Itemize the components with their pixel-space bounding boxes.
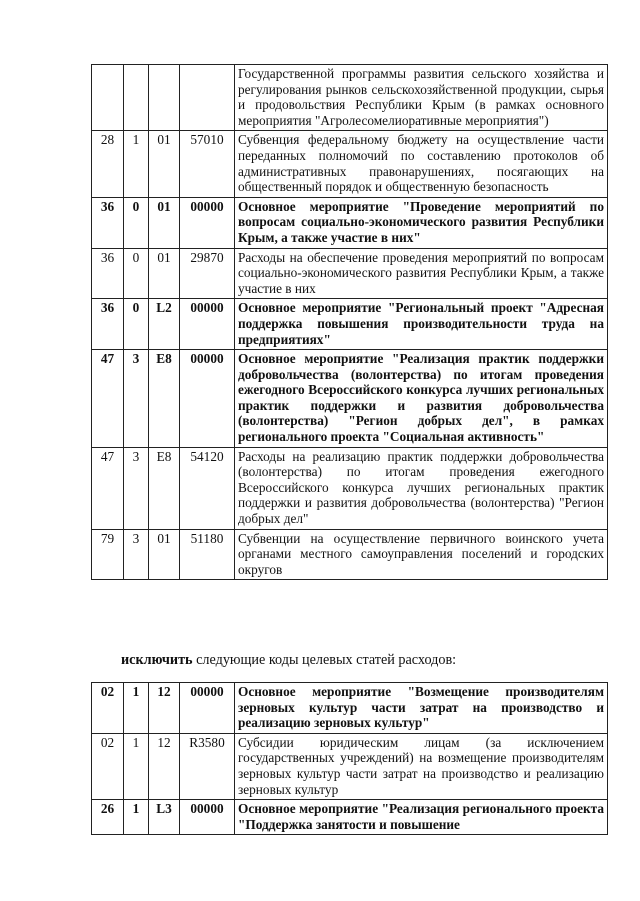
description-cell: Субвенции на осуществление первичного воинского учета органами местного самоуправления поселений и городских округов bbox=[235, 529, 608, 580]
description-cell: Субсидии юридическим лицам (за исключением государственных учреждений) на возмещение производителям зерновых культур части затрат на производство и реализацию зерновых культур bbox=[235, 733, 608, 799]
direction-code-cell: 00000 bbox=[180, 800, 235, 835]
description-cell: Основное мероприятие "Реализация регионального проекта "Поддержка занятости и повышение bbox=[235, 800, 608, 835]
exclude-keyword: исключить bbox=[121, 652, 193, 668]
program-code-cell: 36 bbox=[92, 248, 124, 299]
event-code-cell: 01 bbox=[149, 131, 180, 197]
direction-code-cell: 57010 bbox=[180, 131, 235, 197]
subprogram-code-cell: 0 bbox=[124, 299, 149, 350]
table-bottom-body bbox=[92, 683, 608, 835]
event-code-cell: L3 bbox=[149, 800, 180, 835]
table-row bbox=[92, 65, 608, 131]
direction-code-cell: 00000 bbox=[180, 350, 235, 448]
description-cell: Государственной программы развития сельского хозяйства и регулирования рынков сельскохозяйственной продукции, сырья и продовольствия Республики Крым (в рамках основного мероприятия "Агролесомелиоративные мероприятия") bbox=[235, 65, 608, 131]
table-row bbox=[92, 350, 608, 448]
table-top-body bbox=[92, 65, 608, 580]
subprogram-code-cell: 0 bbox=[124, 197, 149, 248]
event-code-cell: E8 bbox=[149, 350, 180, 448]
table-row bbox=[92, 800, 608, 835]
subprogram-code-cell: 0 bbox=[124, 248, 149, 299]
program-code-cell: 28 bbox=[92, 131, 124, 197]
table-row bbox=[92, 248, 608, 299]
table-row bbox=[92, 529, 608, 580]
event-code-cell: 12 bbox=[149, 733, 180, 799]
table-row bbox=[92, 197, 608, 248]
target-codes-table-top bbox=[91, 64, 608, 580]
subprogram-code-cell bbox=[124, 65, 149, 131]
direction-code-cell: 00000 bbox=[180, 299, 235, 350]
description-cell: Субвенция федеральному бюджету на осуществление части переданных полномочий по составлению протоколов об административных правонарушениях, посягающих на общественный порядок и общественную безопасность bbox=[235, 131, 608, 197]
event-code-cell: 01 bbox=[149, 248, 180, 299]
direction-code-cell bbox=[180, 65, 235, 131]
subprogram-code-cell: 1 bbox=[124, 683, 149, 734]
subprogram-code-cell: 1 bbox=[124, 800, 149, 835]
exclude-instruction bbox=[121, 652, 456, 669]
description-cell: Основное мероприятие "Проведение мероприятий по вопросам социально-экономического развития Республики Крым, а также участие в них" bbox=[235, 197, 608, 248]
program-code-cell: 02 bbox=[92, 683, 124, 734]
table-row bbox=[92, 299, 608, 350]
table-row bbox=[92, 447, 608, 529]
event-code-cell: E8 bbox=[149, 447, 180, 529]
description-cell: Основное мероприятие "Реализация практик поддержки добровольчества (волонтерства) по итогам проведения ежегодного Всероссийского конкурса лучших региональных практик поддержки и развития добровольчества (волонтерства) "Регион добрых дел", в рамках регионального проекта "Социальная активность" bbox=[235, 350, 608, 448]
program-code-cell: 36 bbox=[92, 299, 124, 350]
event-code-cell: 01 bbox=[149, 529, 180, 580]
table-row bbox=[92, 131, 608, 197]
subprogram-code-cell: 3 bbox=[124, 529, 149, 580]
direction-code-cell: R3580 bbox=[180, 733, 235, 799]
table-row bbox=[92, 683, 608, 734]
description-cell: Основное мероприятие "Возмещение производителям зерновых культур части затрат на производство и реализацию зерновых культур" bbox=[235, 683, 608, 734]
program-code-cell: 47 bbox=[92, 447, 124, 529]
program-code-cell: 79 bbox=[92, 529, 124, 580]
target-codes-table-bottom bbox=[91, 682, 608, 835]
direction-code-cell: 51180 bbox=[180, 529, 235, 580]
program-code-cell: 36 bbox=[92, 197, 124, 248]
direction-code-cell: 00000 bbox=[180, 197, 235, 248]
event-code-cell bbox=[149, 65, 180, 131]
direction-code-cell: 54120 bbox=[180, 447, 235, 529]
subprogram-code-cell: 1 bbox=[124, 733, 149, 799]
subprogram-code-cell: 3 bbox=[124, 447, 149, 529]
event-code-cell: 01 bbox=[149, 197, 180, 248]
program-code-cell: 47 bbox=[92, 350, 124, 448]
direction-code-cell: 00000 bbox=[180, 683, 235, 734]
program-code-cell: 26 bbox=[92, 800, 124, 835]
exclude-instruction-text: следующие коды целевых статей расходов: bbox=[192, 652, 457, 668]
event-code-cell: 12 bbox=[149, 683, 180, 734]
event-code-cell: L2 bbox=[149, 299, 180, 350]
program-code-cell: 02 bbox=[92, 733, 124, 799]
description-cell: Основное мероприятие "Региональный проект "Адресная поддержка повышения производительности труда на предприятиях" bbox=[235, 299, 608, 350]
description-cell: Расходы на обеспечение проведения мероприятий по вопросам социально-экономического развития Республики Крым, а также участие в них bbox=[235, 248, 608, 299]
direction-code-cell: 29870 bbox=[180, 248, 235, 299]
description-cell: Расходы на реализацию практик поддержки добровольчества (волонтерства) по итогам проведения ежегодного Всероссийского конкурса лучших региональных практик поддержки и развития добровольчества (волонтерства) "Регион добрых дел" bbox=[235, 447, 608, 529]
subprogram-code-cell: 3 bbox=[124, 350, 149, 448]
subprogram-code-cell: 1 bbox=[124, 131, 149, 197]
program-code-cell bbox=[92, 65, 124, 131]
table-row bbox=[92, 733, 608, 799]
